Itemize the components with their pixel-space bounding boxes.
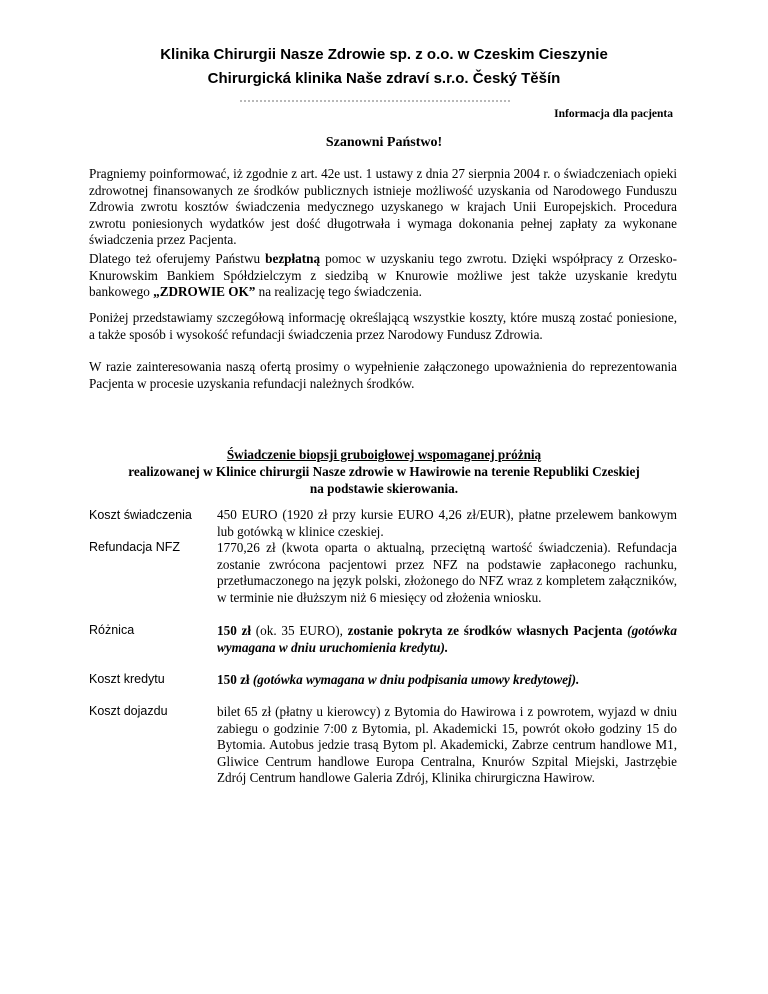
difference-cash-note: (gotówka wymagana w dniu uruchomienia kredytu). [217,623,677,655]
difference-label: Różnica [89,623,135,637]
difference-amount: 150 zł [217,623,252,638]
credit-cost-value [217,672,677,689]
cost-label: Koszt świadczenia [89,508,192,522]
credit-amount: 150 zł [217,672,253,687]
difference-value [217,623,677,656]
difference-note: zostanie pokryta ze środków własnych Pacjenta [347,623,623,638]
info-label: Informacja dla pacjenta [554,108,673,120]
travel-cost-value: bilet 65 zł (płatny u kierowcy) z Bytomia do Hawirowa i z powrotem, wyjazd w dniu zabiegu o godzinie 7:00 z Bytomia, pl. Akademicki 15, powrót około godziny 15 do Bytomia. Autobus jedzie trasą Bytom pl. Akademicki, Zabrze centrum handlowe M1, Gliwice Centrum handlowe Europa Centralna, Knurów Szpital Miejski, Jastrzębie Zdrój Centrum handlowe Galeria Zdrój, Klinika chirurgiczna Hawirow. [217,704,677,785]
credit-cost-label: Koszt kredytu [89,672,165,686]
cost-value: 450 EURO (1920 zł przy kursie EURO 4,26 zł/EUR), płatne przelewem bankowym lub gotówką w klinice czeskiej. [217,507,677,539]
section-title-line-3: na podstawie skierowania. [309,481,459,496]
credit-cash-note: (gotówka wymagana w dniu podpisania umowy kredytowej). [252,672,580,687]
paragraph-2 [89,251,677,301]
difference-eur: (ok. 35 EURO), [251,623,348,638]
refund-value: 1770,26 zł (kwota oparta o aktualną, przeciętną wartość świadczenia). Refundacja zostanie zwrócona pacjentowi przez NFZ na podstawie zapłaconego rachunku, przetłumaczonego na język polski, złożonego do NFZ wraz z kompletem załączników, w terminie nie dłuższym niż 6 miesięcy od złożenia wniosku. [217,540,677,605]
refund-label: Refundacja NFZ [89,540,181,554]
document-header [0,43,768,91]
faint-line-artifact [240,100,510,105]
header-clinic-name-cz: Chirurgická klinika Naše zdraví s.r.o. Český Těšín [207,70,561,87]
p2-text-a: Dlatego też oferujemy Państwu [89,251,266,266]
header-clinic-name-pl: Klinika Chirurgii Nasze Zdrowie sp. z o.o. w Czeskim Cieszynie [160,46,608,63]
paragraph-4: W razie zainteresowania naszą ofertą prosimy o wypełnienie załączonego upoważnienia do reprezentowania Pacjenta w procesie uzyskania refundacji należnych środków. [89,359,677,391]
paragraph-3: Poniżej przedstawiamy szczegółową informację określającą wszystkie koszty, które muszą zostać poniesione, a także sposób i wysokość refundacji świadczenia przez Narodowy Fundusz Zdrowia. [89,310,677,342]
p2-bold-free: bezpłatną [265,251,321,266]
p2-text-e: na realizację tego świadczenia. [255,284,422,299]
p2-text-c: pomoc w uzyskaniu tego zwrotu. Dzięki współpracy z Orzesko-Knurowskim Bankiem Spółdzielczym z siedzibą w Knurowie możliwe jest także uzyskanie kredytu bankowego [89,251,677,299]
section-title-line-2: realizowanej w Klinice chirurgii Nasze zdrowie w Hawirowie na terenie Republiki Czeskiej [128,464,640,479]
paragraph-1: Pragniemy poinformować, iż zgodnie z art. 42e ust. 1 ustawy z dnia 27 sierpnia 2004 r. o świadczeniach opieki zdrowotnej finansowanych ze środków publicznych istnieje możliwość uzyskania od Narodowego Funduszu Zdrowia zwrotu kosztów świadczenia medycznego uzyskanego w krajach Unii Europejskich. Procedura zwrotu poniesionych wydatków jest dość długotrwała i wymaga dokonania pełnej zapłaty za wykonane świadczenia przez Pacjenta. [89,166,677,247]
greeting: Szanowni Państwo! [325,135,443,150]
section-title [0,446,768,497]
travel-cost-label: Koszt dojazdu [89,704,168,718]
section-title-line-1: Świadczenie biopsji gruboigłowej wspomaganej próżnią [226,447,542,462]
p2-bold-credit-name: „ZDROWIE OK” [153,284,256,299]
